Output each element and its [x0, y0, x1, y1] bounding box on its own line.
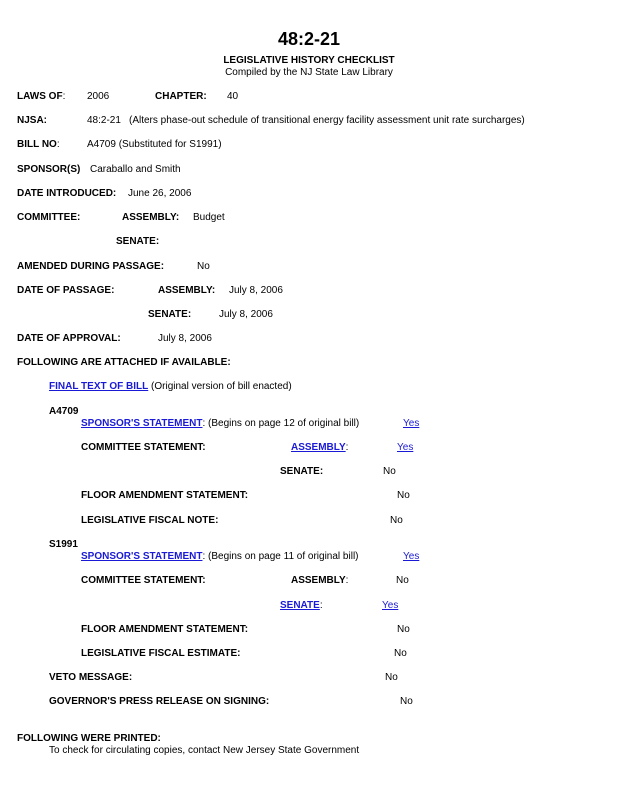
a4709-senate-label: SENATE:	[280, 466, 324, 477]
chapter-value: 40	[227, 91, 239, 102]
a4709-heading: A4709	[49, 406, 79, 417]
a4709-assembly-yes-link[interactable]: Yes	[397, 442, 414, 453]
a4709-senate-value: No	[383, 466, 396, 477]
passage-senate-value: July 8, 2006	[219, 309, 273, 320]
date-of-passage-label: DATE OF PASSAGE:	[17, 285, 115, 296]
amended-label: AMENDED DURING PASSAGE:	[17, 261, 165, 272]
s1991-sponsor-yes-link[interactable]: Yes	[403, 551, 420, 562]
s1991-senate-field	[280, 600, 323, 612]
laws-of-value: 2006	[87, 91, 110, 102]
a4709-sponsor-statement-link[interactable]: SPONSOR'S STATEMENT	[81, 418, 203, 429]
committee-label: COMMITTEE:	[17, 212, 81, 223]
bill-no-label: BILL NO	[17, 139, 57, 150]
committee-assembly-label: ASSEMBLY:	[122, 212, 180, 223]
sponsors-value: Caraballo and Smith	[90, 164, 181, 175]
a4709-floor-value: No	[397, 490, 410, 501]
a4709-floor-label: FLOOR AMENDMENT STATEMENT:	[81, 490, 249, 501]
s1991-floor-label: FLOOR AMENDMENT STATEMENT:	[81, 624, 249, 635]
compiled-by: Compiled by the NJ State Law Library	[225, 67, 393, 78]
a4709-assembly-link[interactable]: ASSEMBLY	[291, 442, 346, 453]
laws-of-label: LAWS OF	[17, 91, 63, 102]
s1991-assembly-label: ASSEMBLY	[291, 575, 346, 586]
s1991-senate-link[interactable]: SENATE	[280, 600, 320, 611]
s1991-sponsor-statement-link[interactable]: SPONSOR'S STATEMENT	[81, 551, 203, 562]
final-text-link[interactable]: FINAL TEXT OF BILL	[49, 381, 149, 392]
veto-label: VETO MESSAGE:	[49, 672, 133, 683]
s1991-committee-label: COMMITTEE STATEMENT:	[81, 575, 206, 586]
laws-of-field	[17, 91, 65, 103]
s1991-sponsor-row	[81, 551, 359, 563]
passage-assembly-value: July 8, 2006	[229, 285, 283, 296]
date-introduced-label: DATE INTRODUCED:	[17, 188, 117, 199]
s1991-senate-colon: :	[319, 600, 323, 611]
bill-no-value: A4709 (Substituted for S1991)	[87, 139, 222, 150]
date-of-approval-value: July 8, 2006	[158, 333, 212, 344]
page-title: 48:2-21	[277, 29, 341, 49]
date-of-approval-label: DATE OF APPROVAL:	[17, 333, 121, 344]
printed-heading: FOLLOWING WERE PRINTED:	[17, 733, 161, 744]
s1991-assembly-colon: :	[345, 575, 349, 586]
s1991-fiscal-label: LEGISLATIVE FISCAL ESTIMATE:	[81, 648, 241, 659]
date-introduced-value: June 26, 2006	[128, 188, 192, 199]
a4709-fiscal-value: No	[390, 515, 403, 526]
committee-senate-label: SENATE:	[116, 236, 160, 247]
njsa-value: 48:2-21	[87, 115, 121, 126]
s1991-floor-value: No	[397, 624, 410, 635]
press-release-label: GOVERNOR'S PRESS RELEASE ON SIGNING:	[49, 696, 270, 707]
chapter-label: CHAPTER:	[155, 91, 207, 102]
bill-no-field	[17, 139, 60, 151]
s1991-assembly-value: No	[396, 575, 409, 586]
laws-of-colon: :	[62, 91, 66, 102]
sponsors-label: SPONSOR(S)	[17, 164, 81, 175]
a4709-committee-label: COMMITTEE STATEMENT:	[81, 442, 206, 453]
passage-assembly-label: ASSEMBLY:	[158, 285, 216, 296]
s1991-sponsor-note: : (Begins on page 11 of original bill)	[202, 551, 359, 562]
s1991-heading: S1991	[49, 539, 78, 550]
a4709-assembly-field	[291, 442, 348, 454]
press-release-value: No	[400, 696, 413, 707]
njsa-label: NJSA:	[17, 115, 48, 126]
bill-no-colon: :	[56, 139, 60, 150]
a4709-fiscal-label: LEGISLATIVE FISCAL NOTE:	[81, 515, 219, 526]
final-text-note: (Original version of bill enacted)	[151, 381, 292, 392]
amended-value: No	[197, 261, 210, 272]
final-text-row	[49, 381, 292, 393]
veto-value: No	[385, 672, 398, 683]
s1991-fiscal-value: No	[394, 648, 407, 659]
committee-assembly-value: Budget	[193, 212, 225, 223]
a4709-sponsor-note: : (Begins on page 12 of original bill)	[202, 418, 360, 429]
a4709-assembly-colon: :	[345, 442, 349, 453]
passage-senate-label: SENATE:	[148, 309, 192, 320]
attached-heading: FOLLOWING ARE ATTACHED IF AVAILABLE:	[17, 357, 231, 368]
s1991-assembly-field	[291, 575, 348, 587]
page-subtitle: LEGISLATIVE HISTORY CHECKLIST	[223, 55, 395, 66]
a4709-sponsor-row	[81, 418, 359, 430]
njsa-description: (Alters phase-out schedule of transitional energy facility assessment unit rate surcharges)	[129, 115, 525, 126]
a4709-sponsor-yes-link[interactable]: Yes	[403, 418, 420, 429]
printed-note: To check for circulating copies, contact New Jersey State Government	[49, 745, 360, 756]
s1991-senate-yes-link[interactable]: Yes	[382, 600, 399, 611]
